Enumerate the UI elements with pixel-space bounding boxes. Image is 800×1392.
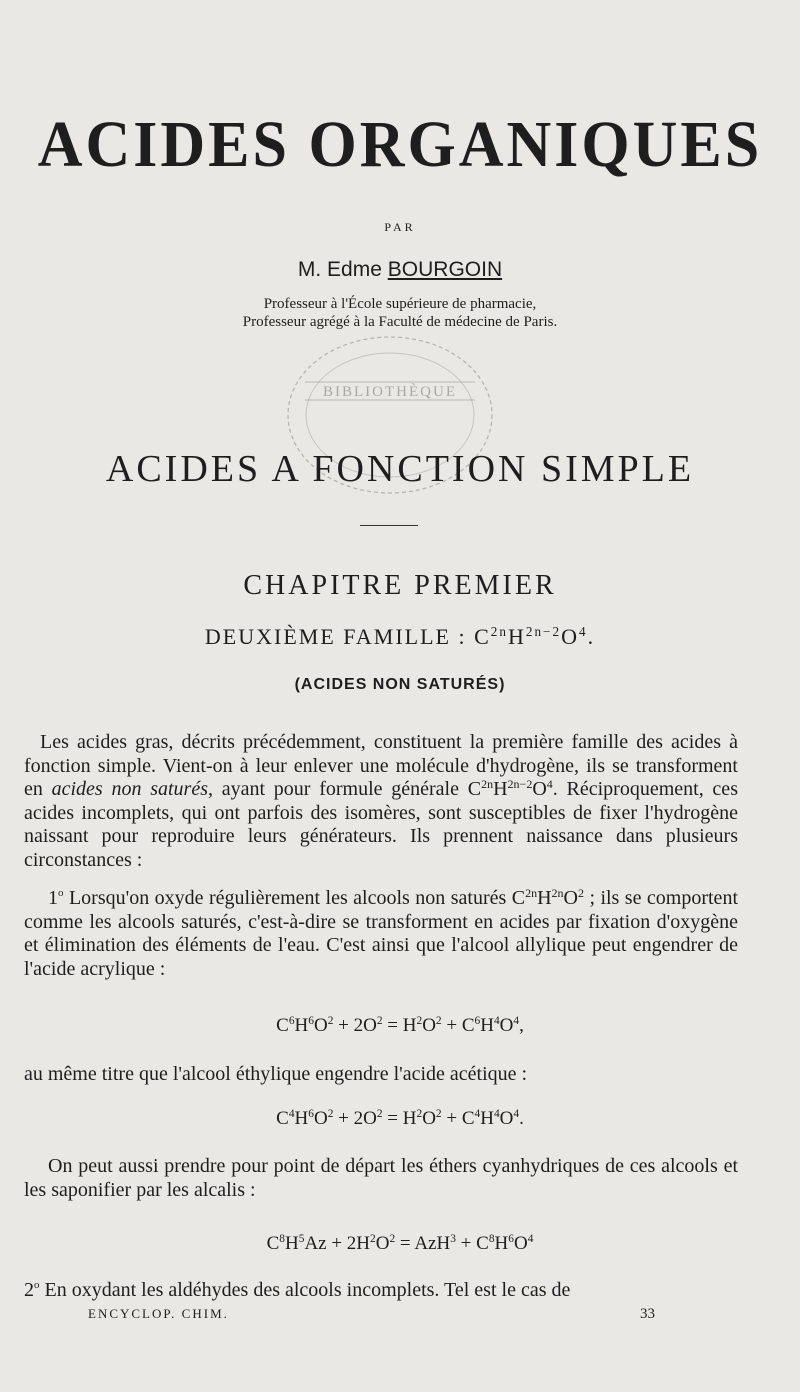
family-subtitle: (ACIDES NON SATURÉS) — [294, 676, 506, 693]
author-affiliation-2: Professeur agrégé à la Faculté de médecine de Paris. — [242, 314, 558, 330]
paragraph-point-2: 2$^o$ En oxydant les aldéhydes des alcools incomplets. Tel est le cas de — [24, 1278, 571, 1301]
equation-acrylic: $C^6H^6O^2 + 2O^2 = H^2O^2 + C^6H^4O^4$, — [276, 1015, 524, 1036]
equation-saponification: $C^8H^5Az + 2H^2O^2 = AzH^3 + C^8H^6O^4$ — [266, 1233, 534, 1254]
family-formula: $C^{2n}H^{2n-2}O^4$. — [474, 624, 596, 649]
section-title: ACIDES A FONCTION SIMPLE — [105, 448, 695, 490]
paragraph-cyanhydric: On peut aussi prendre pour point de départ les éthers cyanhydriques de ces alcools et les saponifier par les alcalis : — [24, 1155, 738, 1201]
author-name — [0, 258, 800, 282]
author-affiliation-1: Professeur à l'École supérieure de pharmacie, — [263, 296, 537, 312]
chapter-title: CHAPITRE PREMIER — [243, 570, 557, 601]
footer-collection: ENCYCLOP. CHIM. — [88, 1306, 229, 1321]
family-label: DEUXIÈME FAMILLE : — [204, 624, 467, 649]
page-number: 33 — [640, 1306, 655, 1322]
author-surname: BOURGOIN — [387, 258, 503, 281]
title-divider — [360, 525, 418, 526]
by-label: PAR — [384, 220, 416, 234]
author-prefix: M. Edme — [297, 258, 382, 281]
document-title: ACIDES ORGANIQUES — [37, 108, 763, 182]
paragraph-acetic: au même titre que l'alcool éthylique engendre l'acide acétique : — [24, 1063, 528, 1085]
equation-acetic: $C^4H^6O^2 + 2O^2 = H^2O^2 + C^4H^4O^4$. — [276, 1108, 524, 1129]
paragraph-intro: Les acides gras, décrits précédemment, constituent la première famille des acides à fonction simple. Vient-on à leur enlever une molécule d'hydrogène, ils se transforment en acides non saturés, ayant pour formule générale $C^{2n}H^{2n-2}O^4$. Réciproquement, ces acides incomplets, qui ont parfois des isomères, sont susceptibles de fixer l'hydrogène naissant pour reproduire leurs générateurs. Ils prennent naissance dans plusieurs circonstances : — [24, 731, 738, 871]
family-title — [0, 624, 800, 650]
stamp-text: BIBLIOTHÈQUE — [323, 384, 457, 400]
paragraph-point-1: 1$^o$ Lorsqu'on oxyde régulièrement les alcools non saturés $C^{2n}H^{2n}O^2$ ; ils se comportent comme les alcools saturés, c'est-à-dire se transforment en acides par fixation d'oxygène et élimination des éléments de l'eau. C'est ainsi que l'alcool allylique peut engendrer de l'acide acrylique : — [24, 885, 738, 980]
